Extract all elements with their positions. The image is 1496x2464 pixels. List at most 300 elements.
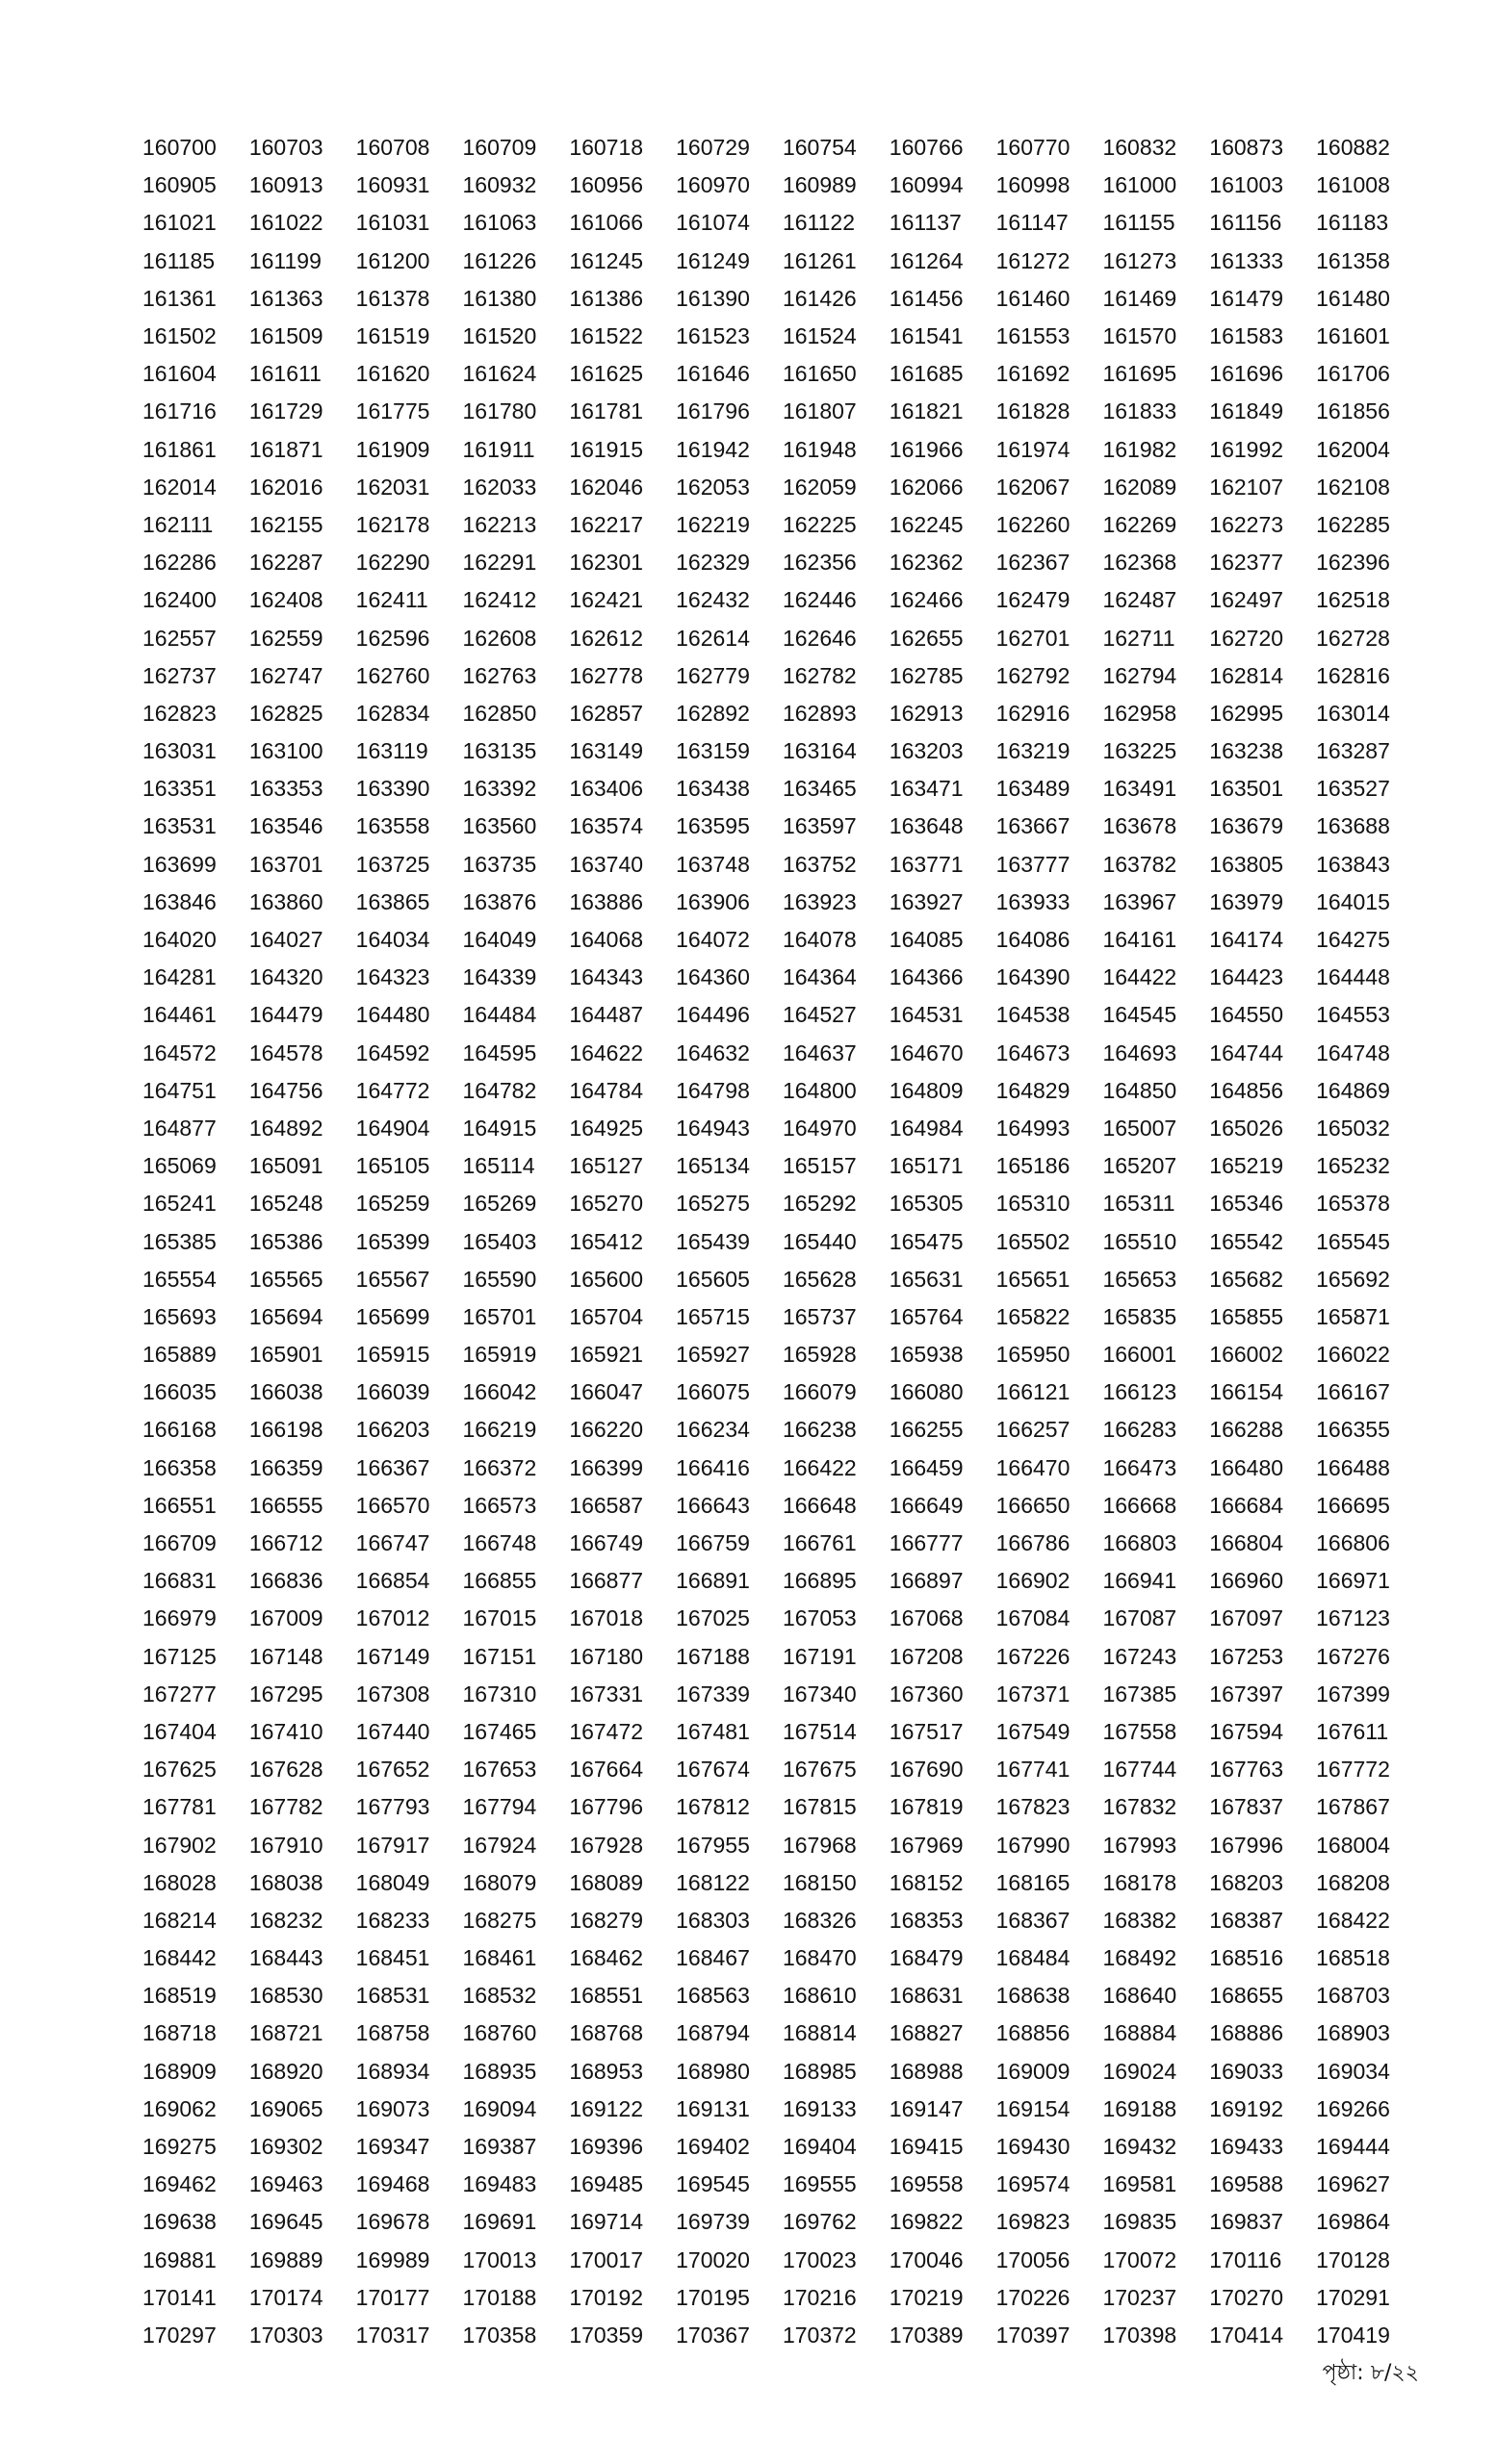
roll-number-cell: 168530 [248,1983,323,2009]
roll-number-cell: 168718 [142,2020,217,2046]
roll-number-cell: 166359 [248,1454,323,1480]
roll-number-cell: 167295 [248,1681,323,1707]
roll-number-cell: 161021 [142,210,217,236]
roll-number-cell: 165694 [248,1303,323,1329]
roll-number-cell: 168551 [569,1983,644,2009]
roll-number-cell: 162111 [142,511,214,537]
roll-number-cell: 162834 [355,700,430,726]
table-row [142,1939,1423,1977]
roll-number-cell: 165403 [462,1228,537,1254]
roll-number-cell: 162245 [889,511,964,537]
table-row [142,2317,1423,2354]
roll-number-cell: 166777 [889,1530,964,1556]
roll-number-cell: 166587 [569,1492,644,1518]
roll-number-cell: 165889 [142,1342,217,1368]
roll-number-cell: 163574 [569,813,644,839]
roll-number-cell: 164390 [995,964,1070,990]
roll-number-cell: 168794 [676,2020,750,2046]
roll-number-cell: 161249 [676,247,750,273]
roll-number-cell: 167993 [1102,1832,1177,1858]
table-row [142,129,1423,167]
roll-number-cell: 164632 [676,1040,750,1065]
roll-number-cell: 165232 [1316,1153,1390,1179]
roll-number-cell: 166001 [1102,1342,1177,1368]
roll-number-cell: 167772 [1316,1757,1390,1783]
roll-number-cell: 169122 [569,2095,644,2121]
roll-number-cell: 161261 [782,247,857,273]
roll-number-cell: 162400 [142,587,217,613]
roll-number-cell: 165134 [676,1153,750,1179]
roll-number-cell: 169678 [355,2209,430,2235]
roll-number-cell: 165822 [995,1303,1070,1329]
roll-number-cell: 169430 [995,2134,1070,2160]
roll-number-cell: 170192 [569,2284,644,2310]
roll-number-cell: 167148 [248,1643,323,1669]
roll-number-cell: 167796 [569,1794,644,1820]
roll-number-cell: 162559 [248,625,323,651]
roll-number-cell: 161624 [462,361,537,387]
roll-number-cell: 164744 [1209,1040,1284,1065]
roll-number-cell: 166555 [248,1492,323,1518]
roll-number-cell: 168004 [1316,1832,1390,1858]
roll-number-cell: 161706 [1316,361,1390,387]
roll-number-cell: 168953 [569,2058,644,2084]
roll-number-cell: 166198 [248,1417,323,1443]
roll-number-cell: 166355 [1316,1417,1390,1443]
roll-number-cell: 166488 [1316,1454,1390,1480]
roll-number-cell: 164751 [142,1077,217,1103]
roll-number-cell: 169989 [355,2246,430,2272]
roll-number-cell: 161226 [462,247,537,273]
roll-number-cell: 167969 [889,1832,964,1858]
roll-number-cell: 165927 [676,1342,750,1368]
roll-number-cell: 161909 [355,436,430,462]
roll-number-cell: 163933 [995,888,1070,914]
roll-number-cell: 163667 [995,813,1070,839]
roll-number-cell: 162892 [676,700,750,726]
roll-number-cell: 165346 [1209,1191,1284,1217]
roll-number-cell: 168721 [248,2020,323,2046]
roll-number-cell: 164086 [995,927,1070,953]
roll-number-cell: 164422 [1102,964,1177,990]
roll-number-cell: 160709 [462,135,537,161]
roll-number-cell: 164572 [142,1040,217,1065]
roll-number-cell: 161333 [1209,247,1284,273]
roll-number-cell: 167151 [462,1643,537,1669]
roll-number-cell: 167625 [142,1757,217,1783]
roll-number-cell: 169545 [676,2171,750,2197]
roll-number-cell: 166042 [462,1379,537,1405]
roll-number-cell: 167308 [355,1681,430,1707]
roll-number-cell: 161022 [248,210,323,236]
roll-number-cell: 162487 [1102,587,1177,613]
roll-number-cell: 167793 [355,1794,430,1820]
roll-number-cell: 169133 [782,2095,857,2121]
roll-number-cell: 167996 [1209,1832,1284,1858]
roll-number-cell: 170020 [676,2246,750,2272]
roll-number-cell: 169094 [462,2095,537,2121]
roll-number-cell: 162290 [355,550,430,576]
roll-number-cell: 165275 [676,1191,750,1217]
roll-number-cell: 168461 [462,1945,537,1971]
roll-number-cell: 161361 [142,285,217,311]
roll-number-cell: 165399 [355,1228,430,1254]
roll-number-cell: 167191 [782,1643,857,1669]
roll-number-cell: 162763 [462,662,537,688]
roll-number-cell: 163119 [355,738,428,764]
roll-number-cell: 163390 [355,776,430,802]
roll-number-cell: 165631 [889,1266,964,1292]
roll-number-cell: 165510 [1102,1228,1177,1254]
roll-number-cell: 164484 [462,1002,537,1028]
roll-number-cell: 161849 [1209,398,1284,424]
roll-number-cell: 163203 [889,738,964,764]
roll-number-cell: 165241 [142,1191,217,1217]
roll-number-cell: 164479 [248,1002,323,1028]
roll-number-cell: 160956 [569,172,644,198]
roll-number-cell: 162823 [142,700,217,726]
roll-number-cell: 163688 [1316,813,1390,839]
roll-number-cell: 161611 [248,361,322,387]
roll-number-cell: 166643 [676,1492,750,1518]
roll-number-cell: 168814 [782,2020,857,2046]
roll-number-cell: 168233 [355,1907,430,1933]
roll-number-cell: 163351 [142,776,217,802]
roll-number-cell: 162596 [355,625,430,651]
roll-number-cell: 162287 [248,550,323,576]
roll-number-cell: 169463 [248,2171,323,2197]
roll-number-cell: 164993 [995,1115,1070,1141]
roll-number-cell: 165386 [248,1228,323,1254]
roll-number-cell: 163701 [248,851,323,877]
roll-number-cell: 164595 [462,1040,537,1065]
table-row [142,732,1423,770]
roll-number-cell: 170056 [995,2246,1070,2272]
roll-number-cell: 167208 [889,1643,964,1669]
table-row [142,1562,1423,1600]
roll-number-cell: 161646 [676,361,750,387]
roll-number-cell: 162285 [1316,511,1390,537]
table-row [142,167,1423,204]
roll-number-cell: 169485 [569,2171,644,2197]
roll-number-cell: 164364 [782,964,857,990]
roll-number-cell: 165378 [1316,1191,1390,1217]
roll-number-cell: 166668 [1102,1492,1177,1518]
roll-number-cell: 168165 [995,1869,1070,1895]
roll-number-cell: 167340 [782,1681,857,1707]
roll-number-cell: 161871 [248,436,323,462]
table-row [142,1676,1423,1713]
roll-number-cell: 164496 [676,1002,750,1028]
roll-number-cell: 165305 [889,1191,964,1217]
roll-number-cell: 166220 [569,1417,644,1443]
roll-number-cell: 163531 [142,813,217,839]
roll-number-cell: 162737 [142,662,217,688]
roll-number-cell: 165542 [1209,1228,1284,1254]
roll-number-cell: 169645 [248,2209,323,2235]
roll-number-cell: 167690 [889,1757,964,1783]
roll-number-cell: 165219 [1209,1153,1284,1179]
roll-number-cell: 165701 [462,1303,537,1329]
roll-number-cell: 164078 [782,927,857,953]
roll-number-cell: 165412 [569,1228,644,1254]
roll-number-cell: 162747 [248,662,323,688]
roll-number-cell: 162913 [889,700,964,726]
roll-number-cell: 166695 [1316,1492,1390,1518]
roll-number-cell: 161807 [782,398,857,424]
roll-number-cell: 167404 [142,1718,217,1744]
roll-number-cell: 162225 [782,511,857,537]
roll-number-cell: 162411 [355,587,428,613]
roll-number-cell: 166650 [995,1492,1070,1518]
roll-number-cell: 162779 [676,662,750,688]
roll-number-cell: 161520 [462,323,537,349]
roll-number-cell: 167549 [995,1718,1070,1744]
roll-number-cell: 165475 [889,1228,964,1254]
roll-number-cell: 166039 [355,1379,430,1405]
roll-number-cell: 164784 [569,1077,644,1103]
roll-number-cell: 166367 [355,1454,430,1480]
roll-number-cell: 170072 [1102,2246,1177,2272]
roll-number-cell: 167149 [355,1643,430,1669]
roll-number-cell: 164161 [1102,927,1177,953]
table-row [142,1222,1423,1260]
roll-number-cell: 162711 [1102,625,1175,651]
roll-number-cell: 163225 [1102,738,1177,764]
roll-number-cell: 160770 [995,135,1070,161]
page-number: পৃষ্ঠা: ৮/২২ [1322,2361,1419,2385]
roll-number-cell: 168387 [1209,1907,1284,1933]
roll-number-cell: 164174 [1209,927,1284,953]
table-row [142,1110,1423,1147]
roll-number-cell: 168443 [248,1945,323,1971]
roll-number-cell: 170226 [995,2284,1070,2310]
roll-number-cell: 170116 [1209,2246,1282,2272]
roll-number-cell: 169881 [142,2246,217,2272]
roll-number-cell: 164856 [1209,1077,1284,1103]
roll-number-cell: 166123 [1102,1379,1177,1405]
roll-number-cell: 167472 [569,1718,644,1744]
roll-number-cell: 161716 [142,398,217,424]
roll-number-cell: 162614 [676,625,750,651]
roll-number-cell: 160882 [1316,135,1390,161]
roll-number-cell: 166836 [248,1568,323,1594]
roll-number-cell: 162778 [569,662,644,688]
roll-number-cell: 161200 [355,247,430,273]
roll-number-cell: 163923 [782,888,857,914]
roll-number-cell: 163491 [1102,776,1177,802]
roll-number-cell: 164034 [355,927,430,953]
roll-number-cell: 164072 [676,927,750,953]
roll-number-cell: 164480 [355,1002,430,1028]
roll-number-cell: 161147 [995,210,1069,236]
roll-number-cell: 167481 [676,1718,750,1744]
roll-number-cell: 167180 [569,1643,644,1669]
roll-number-cell: 170128 [1316,2246,1390,2272]
roll-number-cell: 166047 [569,1379,644,1405]
table-row [142,657,1423,695]
roll-number-cell: 166473 [1102,1454,1177,1480]
roll-number-cell: 163782 [1102,851,1177,877]
roll-number-cell: 163699 [142,851,217,877]
roll-number-cell: 164622 [569,1040,644,1065]
roll-number-cell: 163740 [569,851,644,877]
roll-number-cell: 162466 [889,587,964,613]
roll-number-cell: 167084 [995,1605,1070,1631]
roll-number-cell: 166712 [248,1530,323,1556]
roll-number-cell: 163860 [248,888,323,914]
roll-number-cell: 170177 [355,2284,430,2310]
roll-number-cell: 168353 [889,1907,964,1933]
roll-number-cell: 163725 [355,851,430,877]
roll-number-cell: 160913 [248,172,323,198]
roll-number-cell: 168935 [462,2058,537,2084]
roll-number-cell: 168703 [1316,1983,1390,2009]
roll-number-cell: 165440 [782,1228,857,1254]
roll-number-cell: 163906 [676,888,750,914]
roll-number-cell: 165919 [462,1342,537,1368]
roll-number-cell: 170297 [142,2322,217,2348]
roll-number-cell: 165764 [889,1303,964,1329]
roll-number-cell: 169302 [248,2134,323,2160]
table-row [142,1864,1423,1902]
table-row [142,1638,1423,1676]
table-row [142,2015,1423,2052]
roll-number-cell: 160832 [1102,135,1177,161]
roll-number-cell: 161828 [995,398,1070,424]
roll-number-cell: 169739 [676,2209,750,2235]
table-row [142,318,1423,355]
table-row [142,2053,1423,2091]
roll-number-cell: 168470 [782,1945,857,1971]
roll-number-cell: 166747 [355,1530,430,1556]
roll-number-cell: 164545 [1102,1002,1177,1028]
roll-number-cell: 162260 [995,511,1070,537]
roll-number-cell: 165693 [142,1303,217,1329]
roll-number-cell: 161695 [1102,361,1177,387]
roll-number-cell: 169837 [1209,2209,1284,2235]
roll-number-cell: 168422 [1316,1907,1390,1933]
roll-number-cell: 170188 [462,2284,537,2310]
roll-number-cell: 164323 [355,964,430,990]
roll-number-cell: 163679 [1209,813,1284,839]
roll-number-cell: 165292 [782,1191,857,1217]
roll-number-cell: 166079 [782,1379,857,1405]
roll-number-cell: 170291 [1316,2284,1390,2310]
roll-number-cell: 162066 [889,474,964,500]
roll-number-cell: 164915 [462,1115,537,1141]
roll-number-cell: 168208 [1316,1869,1390,1895]
roll-number-cell: 162273 [1209,511,1284,537]
roll-number-cell: 167558 [1102,1718,1177,1744]
roll-number-cell: 166831 [142,1568,217,1594]
roll-number-cell: 166080 [889,1379,964,1405]
roll-number-cell: 167399 [1316,1681,1390,1707]
roll-number-cell: 161066 [569,210,644,236]
roll-number-cell: 163392 [462,776,537,802]
table-row [142,1147,1423,1185]
roll-number-cell: 160989 [782,172,857,198]
roll-number-cell: 168988 [889,2058,964,2084]
roll-number-cell: 170141 [142,2284,217,2310]
roll-number-cell: 167243 [1102,1643,1177,1669]
roll-number-cell: 166035 [142,1379,217,1405]
roll-number-cell: 166573 [462,1492,537,1518]
roll-number-cell: 168768 [569,2020,644,2046]
roll-number-cell: 167276 [1316,1643,1390,1669]
roll-number-cell: 162782 [782,662,857,688]
table-row [142,1450,1423,1487]
roll-number-cell: 167837 [1209,1794,1284,1820]
roll-number-cell: 167226 [995,1643,1070,1669]
roll-number-cell: 161386 [569,285,644,311]
roll-number-cell: 166459 [889,1454,964,1480]
roll-number-cell: 170219 [889,2284,964,2310]
roll-number-cell: 163876 [462,888,537,914]
roll-number-cell: 167018 [569,1605,644,1631]
roll-number-cell: 161183 [1316,210,1389,236]
roll-number-cell: 168367 [995,1907,1070,1933]
roll-number-cell: 161509 [248,323,323,349]
roll-number-cell: 164550 [1209,1002,1284,1028]
table-row [142,1713,1423,1751]
roll-number-cell: 166971 [1316,1568,1390,1594]
roll-number-cell: 161358 [1316,247,1390,273]
roll-number-cell: 163597 [782,813,857,839]
roll-number-cell: 161008 [1316,172,1390,198]
roll-number-cell: 165567 [355,1266,430,1292]
roll-number-cell: 164020 [142,927,217,953]
roll-number-cell: 169396 [569,2134,644,2160]
roll-number-cell: 165855 [1209,1303,1284,1329]
roll-number-cell: 165105 [355,1153,430,1179]
roll-number-cell: 161456 [889,285,964,311]
roll-number-cell: 169402 [676,2134,750,2160]
roll-number-cell: 162269 [1102,511,1177,537]
roll-number-cell: 169009 [995,2058,1070,2084]
roll-number-cell: 161063 [462,210,537,236]
roll-number-cell: 166877 [569,1568,644,1594]
roll-number-cell: 161911 [462,436,535,462]
table-row [142,1411,1423,1449]
roll-number-cell: 165248 [248,1191,323,1217]
roll-number-cell: 168856 [995,2020,1070,2046]
roll-number-cell: 166748 [462,1530,537,1556]
roll-number-cell: 168640 [1102,1983,1177,2009]
roll-number-cell: 168519 [142,1983,217,2009]
roll-number-cell: 167371 [995,1681,1070,1707]
roll-number-cell: 168903 [1316,2020,1390,2046]
roll-number-cell: 166854 [355,1568,430,1594]
roll-number-cell: 161781 [569,398,644,424]
table-row [142,1902,1423,1939]
roll-number-cell: 167277 [142,1681,217,1707]
table-row [142,770,1423,808]
roll-number-cell: 164366 [889,964,964,990]
roll-number-cell: 161692 [995,361,1070,387]
table-row [142,884,1423,921]
table-row [142,1788,1423,1826]
roll-number-cell: 168827 [889,2020,964,2046]
roll-number-cell: 167097 [1209,1605,1284,1631]
roll-number-cell: 167928 [569,1832,644,1858]
roll-number-cell: 161604 [142,361,217,387]
roll-number-cell: 161426 [782,285,857,311]
roll-number-cell: 166372 [462,1454,537,1480]
roll-number-cell: 168303 [676,1907,750,1933]
roll-number-cell: 165545 [1316,1228,1390,1254]
roll-number-cell: 166897 [889,1568,964,1594]
